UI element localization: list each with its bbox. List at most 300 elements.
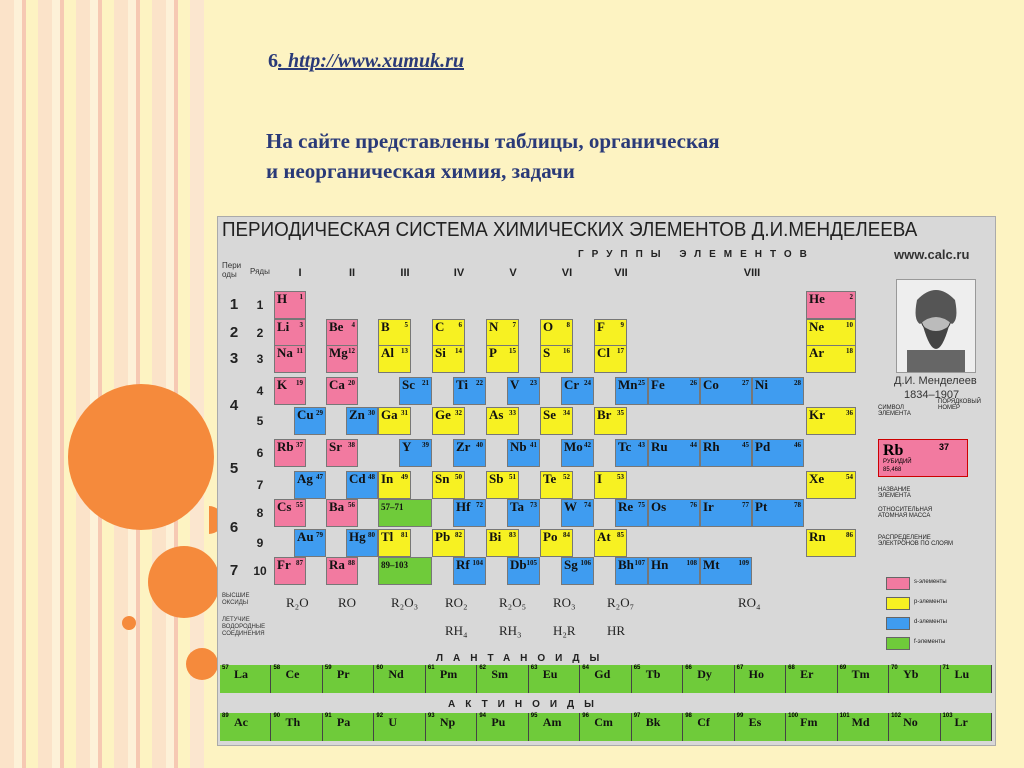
element-sg	[561, 557, 594, 585]
atomic-number: 28	[794, 379, 801, 387]
period-label: 4	[229, 397, 239, 414]
element-symbol: C	[435, 319, 445, 334]
element-symbol: Cf	[697, 715, 710, 729]
atomic-number: 80	[368, 531, 375, 539]
oxide-formula: RO₃	[553, 595, 576, 610]
element-cu	[294, 407, 326, 435]
element-symbol: Db	[510, 557, 527, 572]
element-symbol: At	[597, 529, 611, 544]
actinoid-pa	[323, 713, 374, 741]
atomic-number: 104	[472, 559, 483, 567]
element-symbol: S	[543, 345, 551, 360]
element-symbol: Pm	[439, 667, 458, 681]
element-symbol: Md	[851, 715, 870, 729]
element-h	[274, 291, 306, 319]
element-mo	[561, 439, 594, 467]
element-cl	[594, 345, 627, 373]
element-bh	[615, 557, 648, 585]
atomic-number: 20	[348, 379, 355, 387]
element-symbol: Sg	[564, 557, 578, 572]
element-at	[594, 529, 627, 557]
element-symbol: Xe	[809, 471, 825, 486]
atomic-number: 53	[617, 473, 624, 481]
element-symbol: K	[277, 377, 288, 392]
atomic-number: 10	[846, 321, 853, 329]
portrait-drawing	[897, 280, 975, 372]
element-symbol: F	[597, 319, 605, 334]
atomic-number: 7	[512, 321, 516, 329]
element-nb	[507, 439, 540, 467]
callout-electrons: РАСПРЕДЕЛЕНИЕ ЭЛЕКТРОНОВ ПО СЛОЯМ	[878, 535, 954, 547]
element-ar	[806, 345, 856, 373]
sample-name: РУБИДИЙ	[883, 459, 912, 465]
element-symbol: Rf	[456, 557, 470, 572]
element-symbol: In	[381, 471, 394, 486]
element-si	[432, 345, 465, 373]
element-symbol: Ho	[748, 667, 764, 681]
element-symbol: Pr	[336, 667, 350, 681]
element-symbol: Zr	[456, 439, 471, 454]
atomic-number: 13	[401, 347, 408, 355]
element-xe	[806, 471, 856, 499]
atomic-number: 99	[736, 713, 744, 719]
element-rb	[274, 439, 306, 467]
atomic-number: 64	[582, 665, 589, 671]
element-symbol: Y	[402, 439, 412, 454]
atomic-number: 5	[404, 321, 408, 329]
atomic-number: 72	[476, 501, 483, 509]
element-symbol: Fm	[800, 715, 818, 729]
atomic-number: 51	[509, 473, 516, 481]
actinoid-range	[378, 557, 432, 585]
element-symbol: Mo	[564, 439, 583, 454]
author-years: 1834–1907	[904, 389, 960, 401]
lanthanoid-gd	[580, 665, 631, 693]
atomic-number: 15	[509, 347, 516, 355]
element-symbol: Am	[542, 715, 562, 729]
element-hf	[453, 499, 486, 527]
actinoid-es	[735, 713, 786, 741]
reference-number: 6	[268, 50, 278, 72]
element-symbol: As	[489, 407, 504, 422]
atomic-number: 68	[788, 665, 795, 671]
group-header-VII: VII	[614, 267, 628, 279]
element-symbol: Cs	[277, 499, 292, 514]
element-ca	[326, 377, 358, 405]
element-symbol: Ga	[381, 407, 398, 422]
element-symbol: Se	[543, 407, 556, 422]
atomic-number: 21	[422, 379, 429, 387]
element-fe	[648, 377, 700, 405]
oxides-label: ВЫСШИЕ ОКСИДЫ	[222, 593, 250, 606]
element-sc	[399, 377, 432, 405]
element-mn	[615, 377, 648, 405]
oxide-formula: RO₄	[738, 595, 761, 610]
element-kr	[806, 407, 856, 435]
element-symbol: Er	[800, 667, 814, 681]
element-symbol: Ge	[435, 407, 451, 422]
element-w	[561, 499, 594, 527]
element-cs	[274, 499, 306, 527]
element-se	[540, 407, 573, 435]
decorative-circle	[68, 384, 214, 530]
callout-name: НАЗВАНИЕ ЭЛЕМЕНТА	[878, 487, 911, 499]
element-db	[507, 557, 540, 585]
element-symbol: Ti	[456, 377, 469, 392]
atomic-number: 82	[455, 531, 462, 539]
atomic-number: 78	[794, 501, 801, 509]
element-f	[594, 319, 627, 347]
element-symbol: Cm	[594, 715, 613, 729]
atomic-number: 30	[368, 409, 375, 417]
atomic-number: 90	[273, 713, 281, 719]
element-co	[700, 377, 752, 405]
atomic-number: 49	[401, 473, 408, 481]
element-be	[326, 319, 358, 347]
element-symbol: Os	[651, 499, 667, 514]
actinoid-pu	[477, 713, 528, 741]
element-symbol: Sn	[435, 471, 450, 486]
element-in	[378, 471, 411, 499]
atomic-number: 47	[316, 473, 323, 481]
element-symbol: Cd	[349, 471, 366, 486]
atomic-number: 66	[685, 665, 692, 671]
element-ge	[432, 407, 465, 435]
element-ag	[294, 471, 326, 499]
element-symbol: Cl	[597, 345, 610, 360]
element-ru	[648, 439, 700, 467]
atomic-number: 98	[685, 713, 692, 719]
site-label: www.calc.ru	[894, 247, 970, 262]
oxide-formula: RO	[338, 595, 357, 610]
atomic-number: 19	[296, 379, 303, 387]
group-header-III: III	[400, 267, 410, 279]
element-symbol: Sr	[329, 439, 342, 454]
row-label: 7	[256, 478, 264, 492]
legend-swatch	[886, 617, 910, 630]
element-symbol: Pt	[755, 499, 768, 514]
atomic-number: 39	[422, 441, 429, 449]
group-header-V: V	[509, 267, 517, 279]
atomic-number: 26	[690, 379, 697, 387]
row-label: 3	[256, 352, 264, 366]
atomic-number: 29	[316, 409, 323, 417]
hydride-formula: HR	[607, 623, 626, 638]
atomic-number: 83	[509, 531, 516, 539]
element-v	[507, 377, 540, 405]
atomic-number: 52	[563, 473, 570, 481]
element-symbol: Ag	[297, 471, 313, 486]
range-label: 57–71	[381, 502, 404, 512]
atomic-number: 44	[690, 441, 697, 449]
element-symbol: Ni	[755, 377, 768, 392]
atomic-number: 54	[846, 473, 853, 481]
atomic-number: 40	[476, 441, 483, 449]
lanthanoid-sm	[477, 665, 528, 693]
element-ti	[453, 377, 486, 405]
atomic-number: 73	[530, 501, 537, 509]
element-ga	[378, 407, 411, 435]
element-symbol: W	[564, 499, 577, 514]
element-symbol: Eu	[542, 667, 558, 681]
atomic-number: 38	[348, 441, 355, 449]
atomic-number: 76	[690, 501, 697, 509]
element-symbol: Pb	[435, 529, 451, 544]
element-os	[648, 499, 700, 527]
period-label: 5	[229, 460, 239, 477]
element-symbol: Ar	[809, 345, 825, 360]
actinoid-cm	[580, 713, 631, 741]
element-rh	[700, 439, 752, 467]
element-zr	[453, 439, 486, 467]
element-hg	[346, 529, 378, 557]
atomic-number: 65	[633, 665, 641, 671]
element-symbol: Ra	[329, 557, 345, 572]
row-label: 4	[256, 384, 264, 398]
oxide-formula: R₂O	[286, 595, 309, 610]
atomic-number: 81	[401, 531, 408, 539]
element-symbol: Au	[297, 529, 314, 544]
element-symbol: Hg	[349, 529, 366, 544]
atomic-number: 1	[299, 293, 303, 301]
element-symbol: Pd	[755, 439, 771, 454]
row-label: 9	[256, 536, 264, 550]
element-symbol: Ac	[234, 715, 248, 729]
element-cr	[561, 377, 594, 405]
element-symbol: Mg	[329, 345, 348, 360]
row-label: 1	[256, 298, 264, 312]
element-ir	[700, 499, 752, 527]
atomic-number: 63	[530, 665, 538, 671]
element-symbol: Be	[329, 319, 344, 334]
element-pt	[752, 499, 804, 527]
row-label: 6	[256, 446, 264, 460]
element-symbol: Ne	[809, 319, 825, 334]
element-symbol: Br	[597, 407, 612, 422]
element-ni	[752, 377, 804, 405]
element-po	[540, 529, 573, 557]
atomic-number: 97	[633, 713, 641, 719]
element-na	[274, 345, 306, 373]
reference-link[interactable]: . http://www.xumuk.ru	[278, 50, 464, 72]
atomic-number: 62	[479, 665, 487, 671]
element-symbol: Tl	[381, 529, 394, 544]
element-symbol: Si	[435, 345, 446, 360]
atomic-number: 45	[742, 441, 749, 449]
atomic-number: 67	[736, 665, 744, 671]
element-symbol: Np	[439, 715, 456, 729]
sample-element-rb	[878, 439, 968, 477]
element-symbol: Zn	[349, 407, 365, 422]
legend-swatch	[886, 597, 910, 610]
element-symbol: Po	[543, 529, 558, 544]
atomic-number: 11	[296, 347, 303, 355]
atomic-number: 9	[620, 321, 624, 329]
atomic-number: 57	[222, 665, 229, 671]
element-symbol: Kr	[809, 407, 825, 422]
element-br	[594, 407, 627, 435]
element-n	[486, 319, 519, 347]
lanthanoid-tb	[632, 665, 683, 693]
hydride-formula: RH₃	[499, 623, 522, 638]
atomic-number: 88	[348, 559, 355, 567]
atomic-number: 12	[348, 347, 355, 355]
element-symbol: I	[597, 471, 603, 486]
element-symbol: Tm	[851, 667, 870, 681]
atomic-number: 6	[458, 321, 462, 329]
element-symbol: Fr	[277, 557, 291, 572]
lanthanoid-yb	[889, 665, 940, 693]
element-hn	[648, 557, 700, 585]
lanthanoid-lu	[941, 665, 992, 693]
atomic-number: 107	[634, 559, 645, 567]
description-line: и неорганическая химия, задачи	[266, 159, 575, 183]
row-label: 10	[253, 564, 267, 578]
element-ta	[507, 499, 540, 527]
group-header-IV: IV	[453, 267, 465, 279]
element-p	[486, 345, 519, 373]
hydrides-label: ЛЕТУЧИЕ ВОДОРОДНЫЕ СОЕДИНЕНИЯ	[222, 617, 266, 637]
atomic-number: 33	[509, 409, 516, 417]
atomic-number: 95	[530, 713, 538, 719]
element-c	[432, 319, 465, 347]
periodic-table-image	[217, 216, 996, 746]
element-symbol: B	[381, 319, 390, 334]
atomic-number: 55	[296, 501, 303, 509]
sample-mass: 85,468	[883, 467, 902, 473]
atomic-number: 79	[316, 531, 323, 539]
group-header-II: II	[348, 267, 356, 279]
atomic-number: 69	[839, 665, 847, 671]
atomic-number: 109	[738, 559, 749, 567]
element-b	[378, 319, 411, 347]
element-symbol: Bk	[645, 715, 661, 729]
element-tl	[378, 529, 411, 557]
atomic-number: 32	[455, 409, 462, 417]
atomic-number: 35	[617, 409, 624, 417]
element-mt	[700, 557, 752, 585]
atomic-number: 17	[617, 347, 624, 355]
atomic-number: 50	[455, 473, 462, 481]
atomic-number: 106	[580, 559, 591, 567]
element-symbol: N	[489, 319, 499, 334]
element-y	[399, 439, 432, 467]
atomic-number: 101	[839, 713, 850, 719]
actinoid-u	[374, 713, 425, 741]
element-sn	[432, 471, 465, 499]
element-symbol: Hf	[456, 499, 471, 514]
atomic-number: 23	[530, 379, 537, 387]
atomic-number: 41	[530, 441, 537, 449]
atomic-number: 34	[563, 409, 570, 417]
actinoid-lr	[941, 713, 992, 741]
element-ba	[326, 499, 358, 527]
lanthanoid-tm	[838, 665, 889, 693]
element-symbol: Mt	[703, 557, 720, 572]
rows-header: Ряды	[250, 267, 270, 276]
atomic-number: 36	[846, 409, 853, 417]
group-header-VIII: VIII	[743, 267, 761, 279]
element-i	[594, 471, 627, 499]
element-symbol: Yb	[903, 667, 919, 681]
period-label: 6	[229, 519, 239, 536]
lanthanoid-nd	[374, 665, 425, 693]
element-symbol: La	[234, 667, 249, 681]
atomic-number: 85	[617, 531, 624, 539]
element-pd	[752, 439, 804, 467]
element-rf	[453, 557, 486, 585]
actinoid-am	[529, 713, 580, 741]
lanthanoid-range	[378, 499, 432, 527]
actinoid-bk	[632, 713, 683, 741]
atomic-number: 75	[638, 501, 645, 509]
oxide-formula: R₂O₅	[499, 595, 527, 610]
element-al	[378, 345, 411, 373]
legend-label: f-элементы	[914, 639, 946, 645]
atomic-number: 24	[584, 379, 591, 387]
element-symbol: Pu	[491, 715, 506, 729]
periodic-table-title: ПЕРИОДИЧЕСКАЯ СИСТЕМА ХИМИЧЕСКИХ ЭЛЕМЕНТОВ Д.И.МЕНДЕЛЕЕВА	[222, 219, 918, 241]
atomic-number: 48	[368, 473, 375, 481]
lanthanoid-er	[786, 665, 837, 693]
element-symbol: Co	[703, 377, 719, 392]
element-symbol: Sb	[489, 471, 504, 486]
atomic-number: 46	[794, 441, 801, 449]
callout-symbol: СИМВОЛ ЭЛЕМЕНТА	[878, 405, 911, 417]
element-te	[540, 471, 573, 499]
lanthanoids-label: ЛАНТАНОИДЫ	[436, 653, 610, 664]
element-symbol: P	[489, 345, 497, 360]
actinoid-th	[271, 713, 322, 741]
sample-number: 37	[938, 442, 949, 452]
element-he	[806, 291, 856, 319]
element-bi	[486, 529, 519, 557]
reference-line	[268, 50, 464, 73]
atomic-number: 58	[273, 665, 281, 671]
element-symbol: Al	[381, 345, 394, 360]
element-symbol: He	[809, 291, 825, 306]
element-ra	[326, 557, 358, 585]
group-header-VI: VI	[561, 267, 573, 279]
atomic-number: 77	[742, 501, 749, 509]
element-symbol: Rh	[703, 439, 720, 454]
element-pb	[432, 529, 465, 557]
atomic-number: 4	[351, 321, 355, 329]
element-symbol: U	[388, 715, 398, 729]
element-sb	[486, 471, 519, 499]
lanthanoid-pr	[323, 665, 374, 693]
element-symbol: No	[903, 715, 918, 729]
element-symbol: O	[543, 319, 554, 334]
actinoid-no	[889, 713, 940, 741]
callout-number: ПОРЯДКОВЫЙ НОМЕР	[938, 399, 981, 411]
atomic-number: 87	[296, 559, 303, 567]
atomic-number: 86	[846, 531, 853, 539]
period-label: 2	[229, 324, 239, 341]
element-s	[540, 345, 573, 373]
atomic-number: 96	[582, 713, 589, 719]
atomic-number: 105	[526, 559, 537, 567]
element-symbol: Bh	[618, 557, 634, 572]
atomic-number: 71	[942, 665, 950, 671]
element-symbol: Ce	[285, 667, 300, 681]
legend-swatch	[886, 577, 910, 590]
atomic-number: 84	[563, 531, 570, 539]
atomic-number: 102	[891, 713, 902, 719]
element-li	[274, 319, 306, 347]
lanthanoid-row	[220, 665, 992, 693]
actinoids-label: АКТИНОИДЫ	[448, 699, 604, 710]
